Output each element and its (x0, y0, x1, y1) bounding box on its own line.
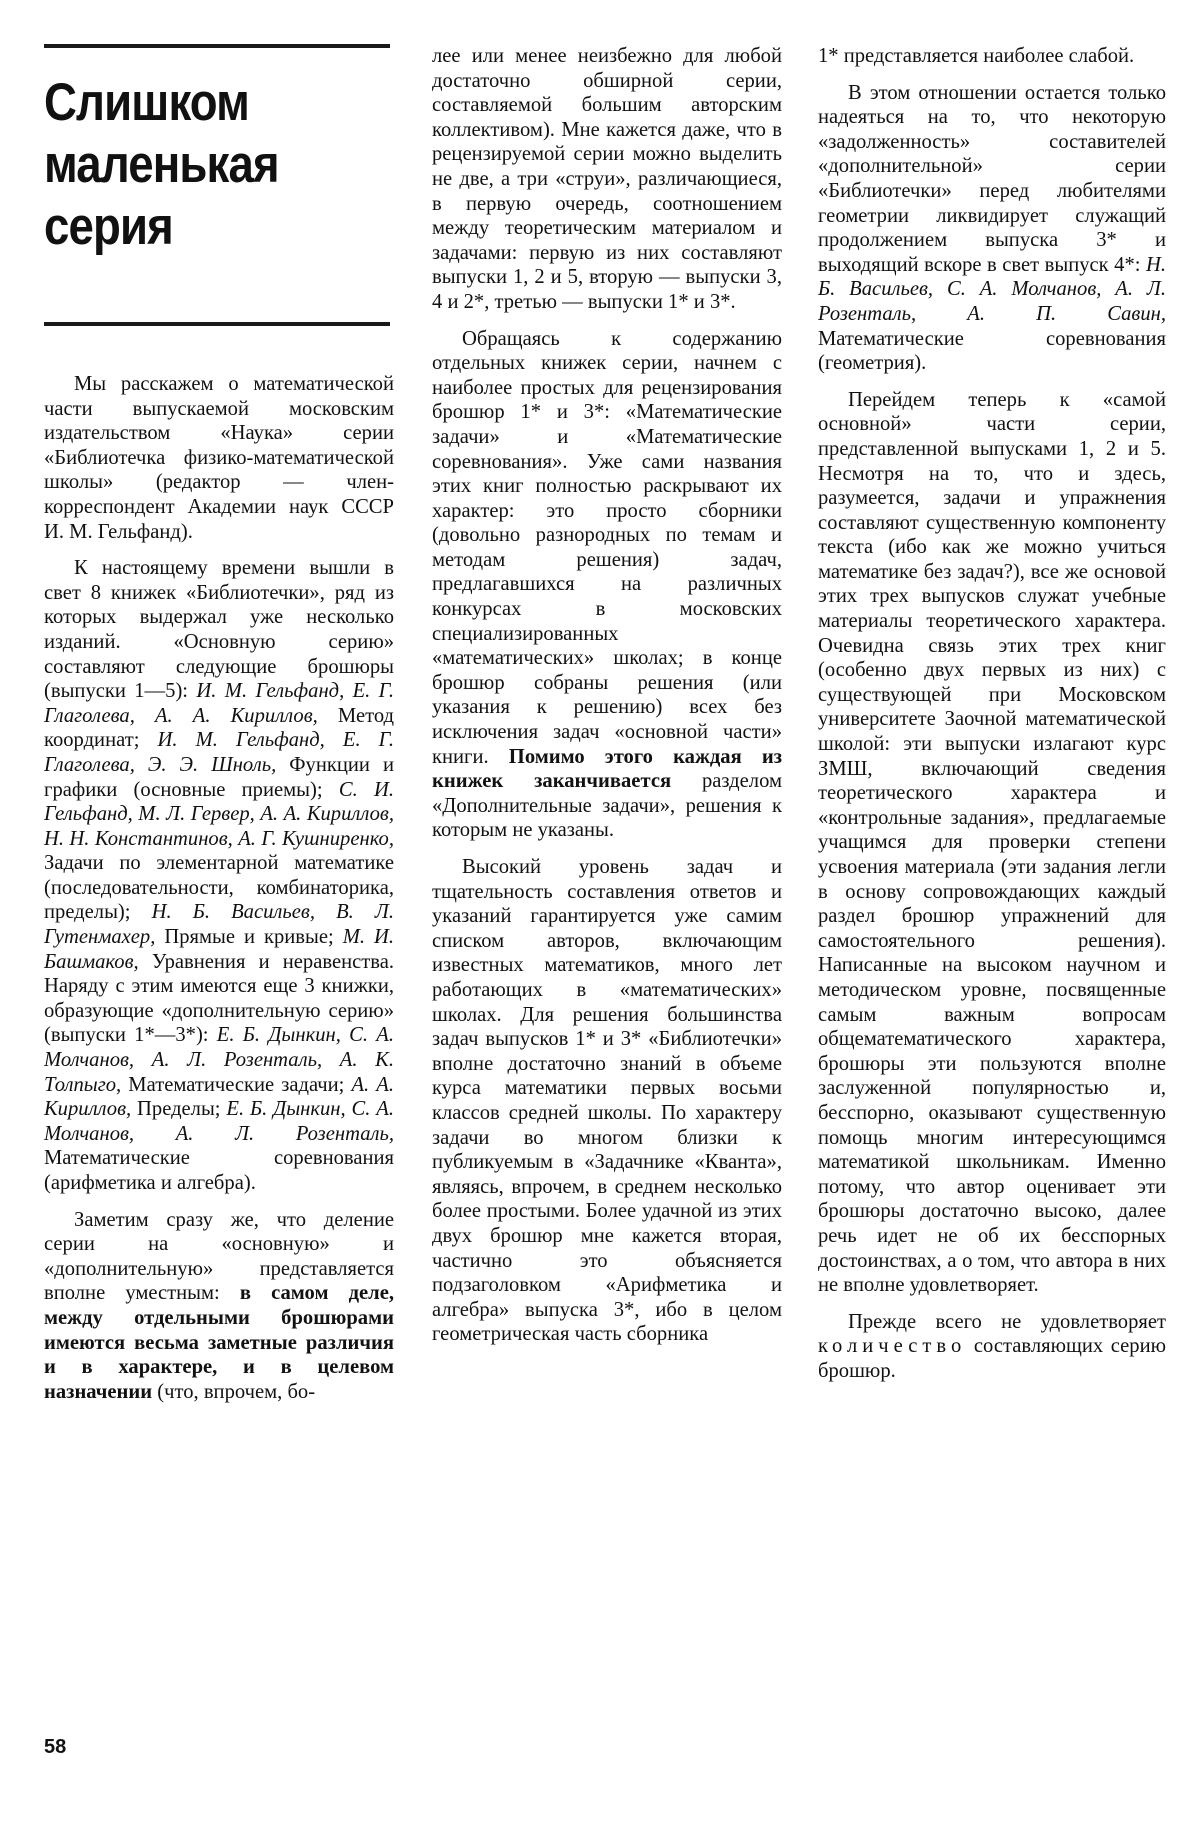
text-run: Математические соревнования (арифметика и алгебра). (44, 1147, 394, 1194)
paragraph: Перейдем теперь к «самой основной» части серии, представленной выпусками 1, 2 и 5. Несмотря на то, что и здесь, разумеется, задачи и упражнения составляют существенную компоненту текста (ибо как же можно учиться математике без задач?), все же основой этих трех выпусков служат учебные материалы теоретического характера. Очевидна связь этих трех книг (особенно двух первых из них) с существующей при Московском университете Заочной математической школой: эти выпуски излагают курс ЗМШ, включающий сведения теоретического характера и «контрольные задания», предлагаемые учащимся для проверки степени усвоения материала (эти задания легли в основу сопровождающих каждый раздел брошюр упражнений для самостоятельного решения). Написанные на высоком научном и методическом уровне, посвященные самым важным вопросам общематематического характера, брошюры эти пользуются вполне заслуженной популярностью и, бесспорно, оказывают существенную помощь многим интересующимся математикой школьникам. Именно потому, что автор оценивает эти брошюры достаточно высоко, далее речь идет не об их бесспорных достоинствах, а о том, что автора в них не вполне удовлетворяет. (818, 388, 1166, 1297)
text-run: В этом отношении остается только надеяться на то, что некоторую «задолженность» составителей «дополнительной» серии «Библиотечки» перед любителями геометрии ликвидирует служащий продолжением выпуска 3* и выходящий вскоре в свет выпуск 4*: (818, 81, 1166, 276)
author-names: И. М. Гельфанд, Е. Г. Глаголева, А. А. Кириллов, (44, 680, 395, 727)
author-names: М. И. Башмаков, (44, 926, 394, 973)
spaced-emphasis: количество (818, 1335, 967, 1358)
paragraph (818, 1310, 1166, 1384)
author-names: И. М. Гельфанд, Е. Г. Глаголева, Э. Э. Шноль, (44, 729, 394, 776)
author-names: Е. Б. Дынкин, С. А. Молчанов, А. Л. Розенталь, А. К. Толпыго, (44, 1024, 394, 1096)
text-column-3 (818, 44, 1166, 1383)
paragraph (44, 556, 394, 1195)
paragraph (432, 327, 782, 843)
text-run: Прямые и кривые; (155, 926, 343, 949)
emphasis: в самом деле, между отдельными брошюрами имеются весьма заметные различия и в характере, и в целевом назначении (44, 1282, 395, 1403)
paragraph: Мы расскажем о математической части выпускаемой московским издательством «Наука» серии «Библиотечка физико-математической школы» (редактор — член-корреспондент Академии наук СССР И. М. Гельфанд). (44, 373, 394, 543)
paragraph: лее или менее неизбежно для любой достаточно обширной серии, составляемой большим авторским коллективом). Мне кажется даже, что в рецензируемой серии можно выделить не две, а три «струи», различающиеся, в первую очередь, соотношением между теоретическим материалом и задачами: первую из них составляют выпуски 1, 2 и 5, вторую — выпуски 3, 4 и 2*, третью — выпуски 1* и 3*. (432, 45, 782, 313)
paragraph (818, 81, 1166, 376)
text-run: К настоящему времени вышли в свет 8 книжек «Библиотечки», ряд из которых выдержал уже несколько изданий. «Основную серию» составляют следующие брошюры (выпуски 1—5): (44, 557, 394, 703)
author-names: Н. Б. Васильев, В. Л. Гутенмахер, (44, 901, 394, 949)
text-run: Пределы; (131, 1098, 227, 1121)
text-run: Функции и графики (основные приемы); (44, 753, 394, 801)
text-run: Математические соревнования (геометрия). (818, 327, 1166, 375)
text-column-1 (44, 372, 394, 1404)
paragraph: 1* представляется наиболее слабой. (818, 45, 1135, 67)
text-column-2 (432, 44, 782, 1347)
author-names: Е. Б. Дынкин, С. А. Молчанов, А. Л. Розенталь, (44, 1098, 394, 1145)
title-rule-top (44, 44, 390, 48)
text-run: Математические задачи; (121, 1073, 352, 1096)
text-run: Метод координат; (44, 704, 394, 752)
text-run: Задачи по элементарной математике (последовательности, комбинаторика, пределы); (44, 852, 394, 924)
author-names: А. А. Кириллов, (44, 1073, 394, 1121)
text-run: (что, впрочем, бо- (152, 1380, 316, 1403)
article-title (44, 72, 342, 258)
emphasis: Помимо этого каждая из книжек заканчивается (432, 745, 782, 793)
text-run: Уравнения и неравенства. Наряду с этим имеются еще 3 книжки, образующие «дополнительную серию» (выпуски 1*—3*): (44, 950, 394, 1047)
text-run: Обращаясь к содержанию отдельных книжек серии, начнем с наиболее простых для рецензирования брошюр 1* и 3*: «Математические задачи» и «Математические соревнования». Уже сами названия этих книг полностью раскрывают их характер: это просто сборники (довольно разнородных по темам и методам решения) задач, предлагавшихся на различных конкурсах в московских специализированных «математических» школах; в конце брошюр собраны решения (или указания к решению) всех без исключения задач «основной части» книги. (432, 327, 782, 768)
text-run: разделом «Дополнительные задачи», решения к которым не указаны. (432, 770, 783, 842)
page-number: 58 (44, 1736, 67, 1758)
text-run: Прежде всего не удовлетворяет (848, 1310, 1166, 1333)
author-names: С. И. Гельфанд, М. Л. Гервер, А. А. Кириллов, Н. Н. Константинов, А. Г. Кушниренко, (44, 778, 394, 850)
title-line-2: маленькая (44, 135, 279, 194)
title-line-3: серия (44, 197, 173, 256)
paragraph (44, 1208, 394, 1405)
paragraph: Высокий уровень задач и тщательность составления ответов и указаний гарантируется уже самим списком авторов, включающим известных математиков, много лет работающих в «математических» школах. Для решения большинства задач выпусков 1* и 3* «Библиотечки» вполне достаточно знаний в объеме курса математики первых восьми классов средней школы. По характеру задачи во многом близки к публикуемым в «Задачнике «Кванта», являясь, впрочем, в среднем несколько более простыми. Более удачной из этих двух брошюр мне кажется вторая, частично это объясняется подзаголовком «Арифметика и алгебра» выпуска 3*, ибо в целом геометрическая часть сборника (432, 856, 782, 1346)
text-run: составляющих серию брошюр. (818, 1335, 1166, 1382)
title-line-1: Слишком (44, 73, 250, 132)
text-run: Заметим сразу же, что деление серии на «основную» и «дополнительную» представляется вполне уместным: (44, 1208, 394, 1305)
title-rule-bottom (44, 322, 390, 326)
author-names: Н. Б. Васильев, С. А. Молчанов, А. Л. Розенталь, А. П. Савин, (818, 253, 1166, 325)
